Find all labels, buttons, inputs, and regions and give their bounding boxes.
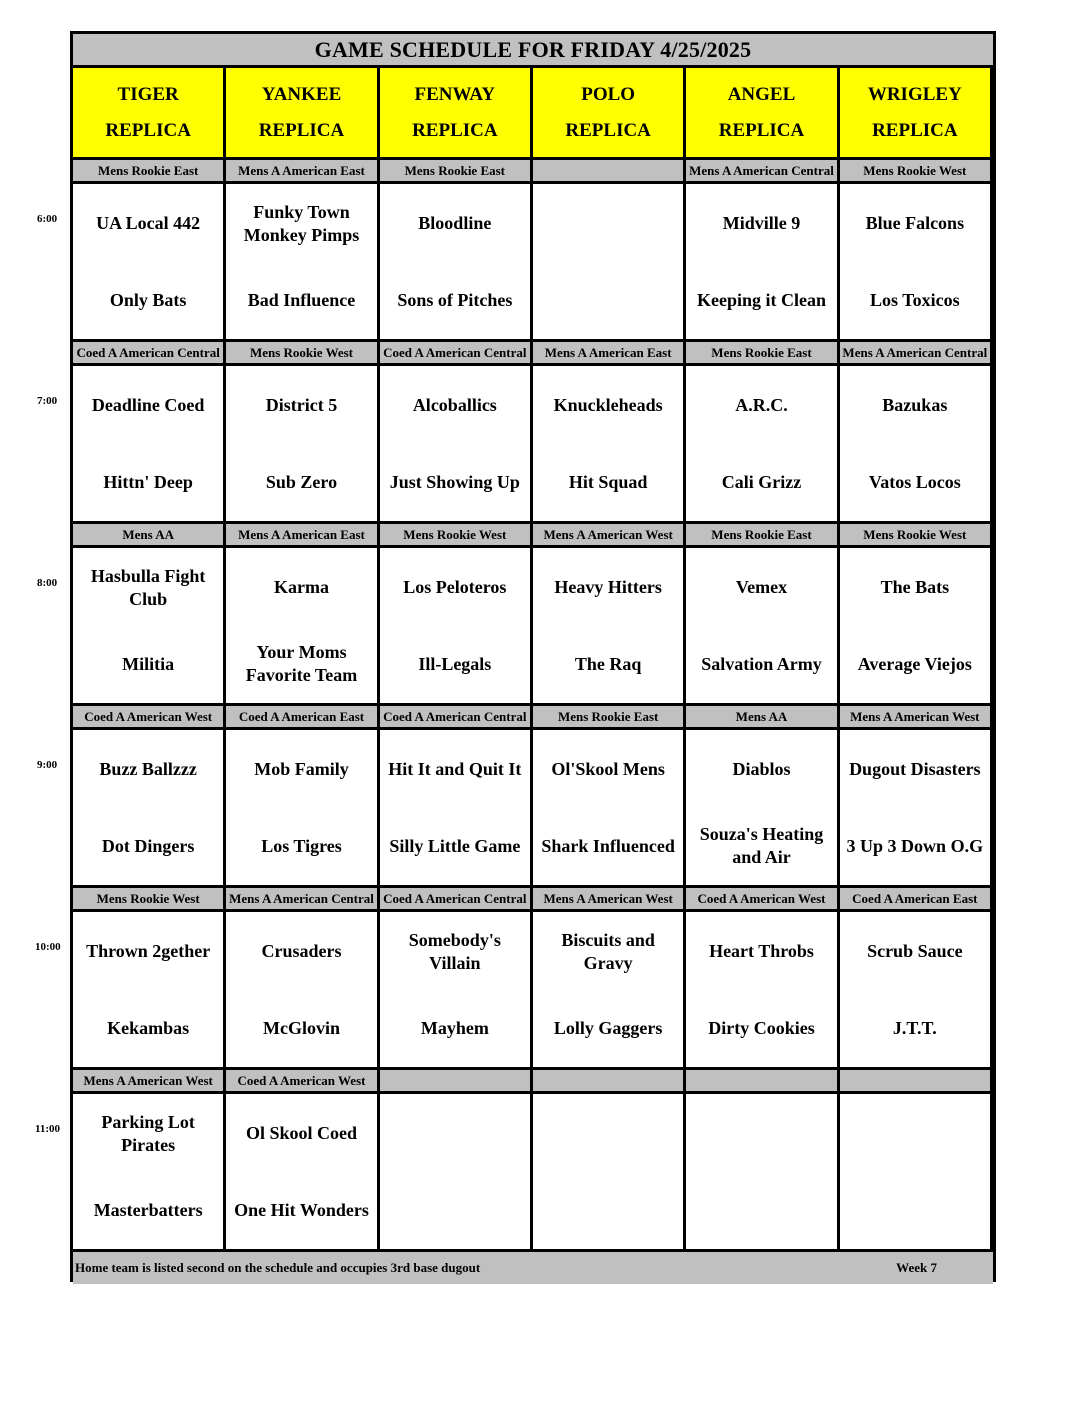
home-team: Your Moms Favorite Team [245, 642, 358, 686]
division-label: Coed A American West [686, 888, 839, 912]
home-team: Hittn' Deep [103, 471, 193, 492]
field-header-fenway [380, 68, 533, 160]
away-team: Ol Skool Coed [245, 1123, 357, 1144]
home-team [840, 1172, 990, 1250]
game-cell [840, 912, 993, 1070]
home-team: Militia [122, 653, 175, 674]
game-cell [380, 366, 533, 524]
away-team: Hasbulla Fight Club [90, 565, 206, 609]
home-team: Los Toxicos [870, 289, 960, 310]
away-team: Diablos [732, 759, 791, 780]
away-team: Somebody's Villain [408, 929, 501, 973]
game-cell [226, 912, 379, 1070]
game-cell [73, 730, 226, 888]
week-label: Week 7 [896, 1260, 937, 1275]
game-cell [686, 912, 839, 1070]
away-team: Biscuits and Gravy [561, 929, 655, 973]
away-team: District 5 [265, 395, 338, 416]
away-team: Dugout Disasters [849, 759, 981, 780]
away-team: The Bats [880, 577, 950, 598]
field-header-angel [686, 68, 839, 160]
division-label: Mens Rookie West [840, 160, 993, 184]
game-cell [533, 730, 686, 888]
division-label: Mens Rookie East [533, 706, 686, 730]
home-team [533, 262, 683, 340]
home-team: 3 Up 3 Down O.G [846, 835, 984, 856]
field-sub: REPLICA [872, 119, 958, 141]
game-cell [226, 548, 379, 706]
field-name: POLO [581, 83, 636, 105]
division-label: Mens A American Central [840, 342, 993, 366]
away-team: Scrub Sauce [867, 941, 963, 962]
division-label: Coed A American West [226, 1070, 379, 1094]
game-cell [73, 184, 226, 342]
home-team: Cali Grizz [721, 471, 802, 492]
home-team: Keeping it Clean [696, 289, 826, 310]
away-team: Bloodline [418, 213, 492, 234]
game-cell [686, 366, 839, 524]
home-team: Just Showing Up [389, 471, 520, 492]
time-label: 6:00 [37, 213, 58, 225]
home-team: Shark Influenced [541, 835, 675, 856]
away-team [533, 184, 683, 262]
time-label: 10:00 [35, 941, 61, 953]
field-header-tiger [73, 68, 226, 160]
away-team: Deadline Coed [91, 395, 205, 416]
away-team: Heart Throbs [709, 941, 814, 962]
division-label: Mens AA [686, 706, 839, 730]
away-team [533, 1094, 683, 1172]
game-cell [533, 184, 686, 342]
home-team: Silly Little Game [389, 835, 521, 856]
game-cell [686, 548, 839, 706]
away-team: Parking Lot Pirates [101, 1111, 195, 1155]
away-team: A.R.C. [735, 395, 788, 416]
time-label: 9:00 [37, 759, 58, 771]
game-cell [533, 912, 686, 1070]
game-cell [686, 184, 839, 342]
away-team [840, 1094, 990, 1172]
away-team: Crusaders [261, 941, 342, 962]
game-cell [533, 548, 686, 706]
game-cell [840, 366, 993, 524]
away-team: Mob Family [254, 759, 349, 780]
game-cell [226, 730, 379, 888]
game-cell [73, 1094, 226, 1252]
field-sub: REPLICA [258, 119, 345, 141]
home-team: Los Tigres [261, 835, 342, 856]
away-team: Bazukas [882, 395, 948, 416]
division-label: Mens Rookie East [686, 524, 839, 548]
field-name: YANKEE [261, 83, 342, 105]
division-label: Mens AA [73, 524, 226, 548]
field-name: WRIGLEY [867, 83, 962, 105]
game-cell [686, 1094, 839, 1252]
away-team: UA Local 442 [96, 213, 201, 234]
home-team: Masterbatters [93, 1199, 203, 1220]
game-cell [226, 366, 379, 524]
home-team: Vatos Locos [868, 471, 961, 492]
field-header-yankee [226, 68, 379, 160]
away-team: Funky Town Monkey Pimps [243, 201, 360, 245]
game-cell [686, 730, 839, 888]
game-cell [380, 912, 533, 1070]
schedule-title: GAME SCHEDULE FOR FRIDAY 4/25/2025 [73, 34, 993, 68]
field-name: FENWAY [414, 83, 496, 105]
away-team [380, 1094, 530, 1172]
division-label [686, 1070, 839, 1094]
division-label: Mens Rookie East [73, 160, 226, 184]
away-team: Alcoballics [412, 395, 497, 416]
home-team: McGlovin [262, 1017, 340, 1038]
division-label: Mens A American Central [686, 160, 839, 184]
home-team: One Hit Wonders [234, 1199, 369, 1220]
away-team: Thrown 2gether [86, 941, 211, 962]
game-cell [533, 1094, 686, 1252]
division-label: Mens A American West [533, 524, 686, 548]
home-team: Lolly Gaggers [553, 1017, 663, 1038]
division-label: Mens A American East [533, 342, 686, 366]
time-label: 11:00 [35, 1123, 61, 1135]
division-label: Mens Rookie West [73, 888, 226, 912]
division-label: Coed A American Central [380, 706, 533, 730]
division-label [533, 160, 686, 184]
division-label: Coed A American East [226, 706, 379, 730]
home-team: J.T.T. [892, 1017, 937, 1038]
home-team [533, 1172, 683, 1250]
division-label: Mens A American East [226, 524, 379, 548]
away-team: Knuckleheads [553, 395, 663, 416]
division-label: Coed A American Central [380, 888, 533, 912]
division-label: Mens Rookie East [380, 160, 533, 184]
game-cell [840, 730, 993, 888]
division-label: Mens A American West [533, 888, 686, 912]
game-cell [840, 1094, 993, 1252]
home-team: Ill-Legals [418, 653, 492, 674]
division-label: Mens A American West [73, 1070, 226, 1094]
home-team: Kekambas [107, 1017, 190, 1038]
game-cell [380, 184, 533, 342]
home-team [380, 1172, 530, 1250]
division-label: Coed A American West [73, 706, 226, 730]
game-cell [226, 1094, 379, 1252]
game-cell [380, 730, 533, 888]
schedule-grid [70, 31, 996, 1282]
home-team [686, 1172, 836, 1250]
away-team: Ol'Skool Mens [551, 759, 665, 780]
division-label: Mens Rookie East [686, 342, 839, 366]
time-label: 7:00 [37, 395, 58, 407]
home-team: Dot Dingers [101, 835, 195, 856]
home-team: Souza's Heating and Air [699, 824, 824, 868]
home-team: Dirty Cookies [708, 1017, 815, 1038]
away-team: Los Peloteros [403, 577, 507, 598]
home-team: The Raq [574, 653, 642, 674]
division-label: Mens Rookie West [840, 524, 993, 548]
away-team: Blue Falcons [865, 213, 965, 234]
field-sub: REPLICA [718, 119, 805, 141]
division-label: Mens A American East [226, 160, 379, 184]
field-name: ANGEL [727, 83, 796, 105]
division-label [840, 1070, 993, 1094]
division-label [533, 1070, 686, 1094]
game-cell [380, 1094, 533, 1252]
time-label: 8:00 [37, 577, 58, 589]
field-header-wrigley [840, 68, 993, 160]
away-team [686, 1094, 836, 1172]
division-label: Mens A American West [840, 706, 993, 730]
home-team: Salvation Army [701, 653, 822, 674]
home-team-note: Home team is listed second on the schedule and occupies 3rd base dugout [75, 1260, 481, 1275]
home-team: Sub Zero [265, 471, 338, 492]
game-cell [380, 548, 533, 706]
division-label: Coed A American Central [380, 342, 533, 366]
away-team: Heavy Hitters [554, 577, 662, 598]
game-cell [840, 184, 993, 342]
division-label: Coed A American East [840, 888, 993, 912]
division-label: Mens A American Central [226, 888, 379, 912]
schedule-footer [73, 1252, 993, 1284]
field-name: TIGER [117, 83, 179, 105]
home-team: Hit Squad [568, 471, 648, 492]
game-cell [533, 366, 686, 524]
game-cell [73, 366, 226, 524]
game-cell [226, 184, 379, 342]
field-header-polo [533, 68, 686, 160]
field-sub: REPLICA [105, 119, 191, 141]
field-sub: REPLICA [412, 119, 498, 141]
field-sub: REPLICA [565, 119, 651, 141]
away-team: Karma [274, 577, 329, 598]
away-team: Buzz Ballzzz [99, 759, 197, 780]
game-cell [73, 912, 226, 1070]
home-team: Bad Influence [247, 289, 356, 310]
division-label [380, 1070, 533, 1094]
away-team: Midville 9 [722, 213, 801, 234]
away-team: Vemex [735, 577, 788, 598]
home-team: Only Bats [109, 289, 187, 310]
division-label: Coed A American Central [73, 342, 226, 366]
home-team: Average Viejos [857, 653, 972, 674]
home-team: Mayhem [420, 1017, 489, 1038]
home-team: Sons of Pitches [397, 289, 513, 310]
game-cell [73, 548, 226, 706]
division-label: Mens Rookie West [380, 524, 533, 548]
division-label: Mens Rookie West [226, 342, 379, 366]
game-cell [840, 548, 993, 706]
away-team: Hit It and Quit It [388, 759, 522, 780]
